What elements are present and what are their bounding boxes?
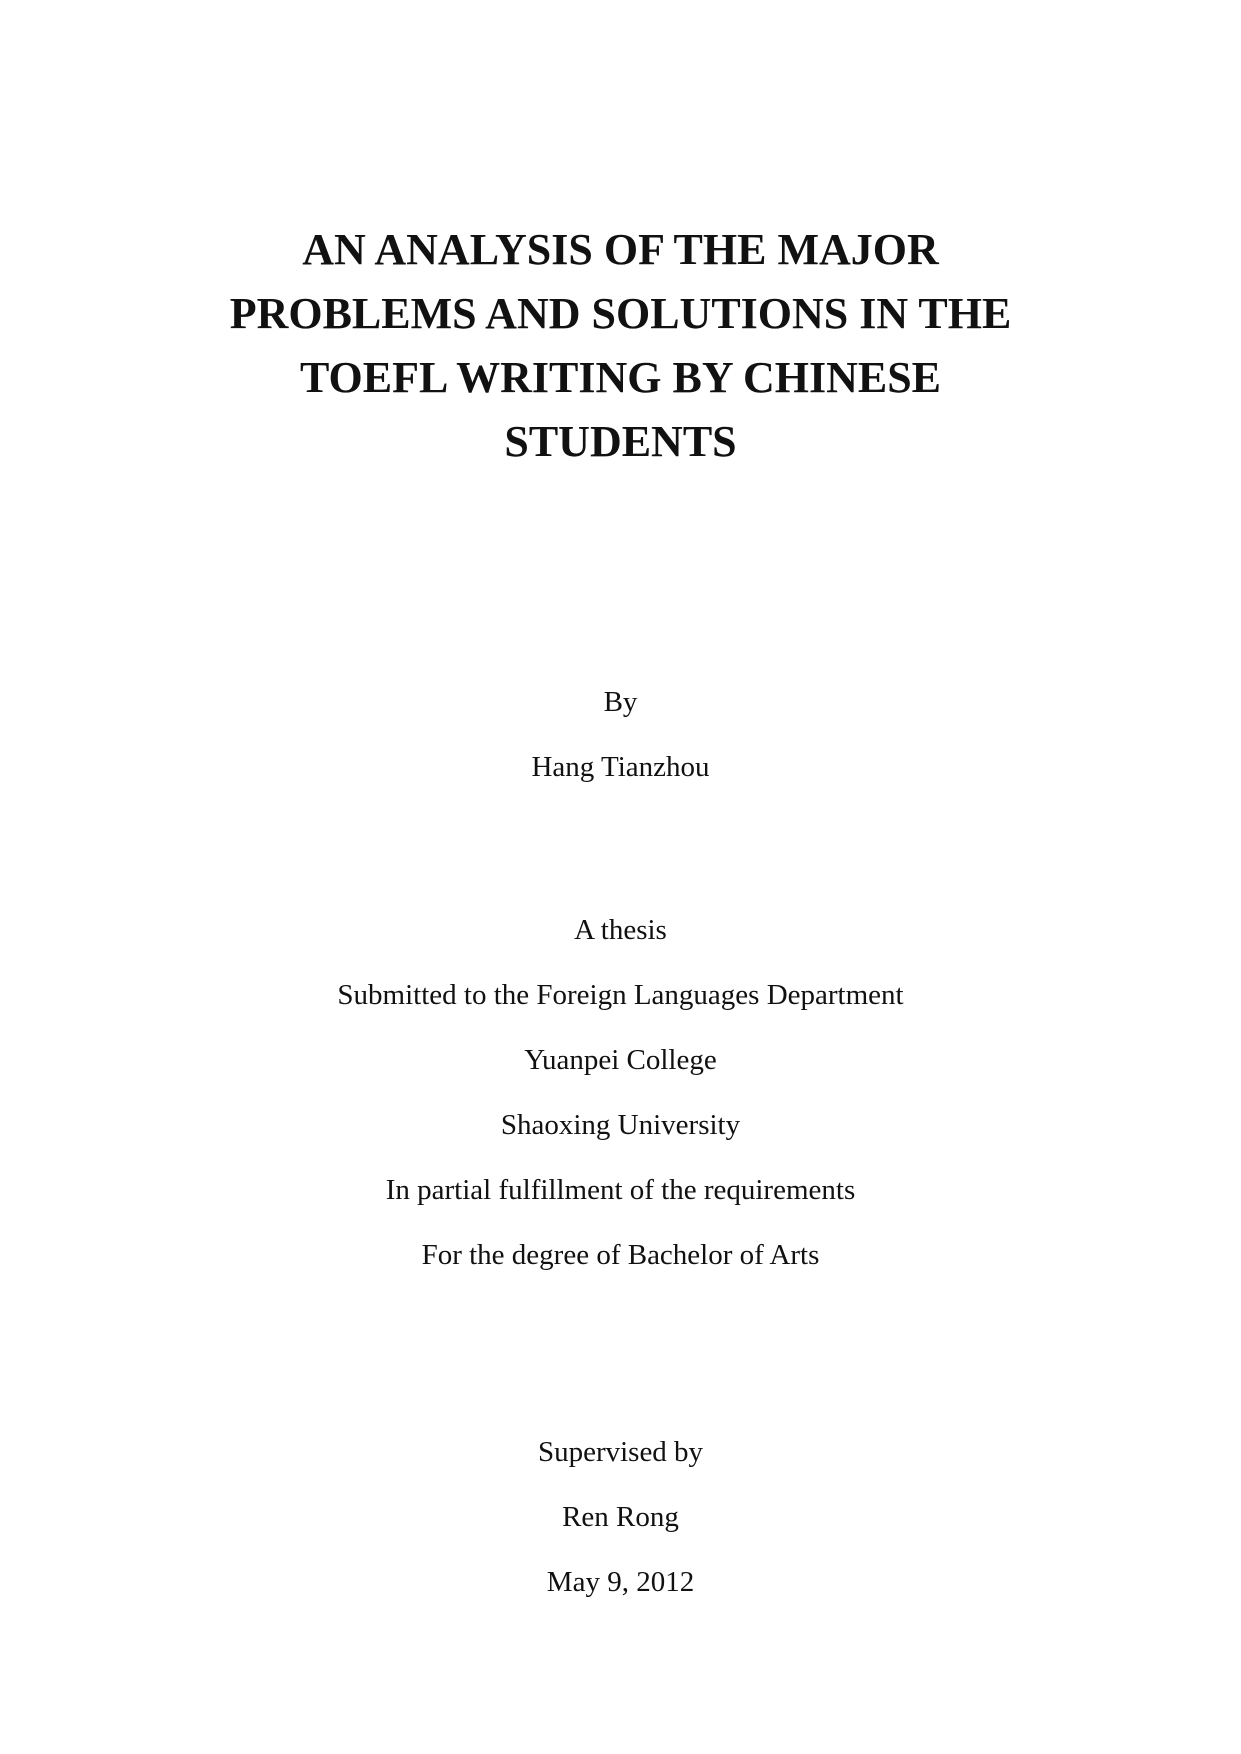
title-line-1: AN ANALYSIS OF THE MAJOR <box>302 225 939 274</box>
title-line-3: TOEFL WRITING BY CHINESE <box>299 353 942 402</box>
fulfillment-statement: In partial fulfillment of the requirements <box>385 1174 856 1206</box>
supervisor-name: Ren Rong <box>562 1501 679 1533</box>
thesis-title <box>0 218 1241 474</box>
submission-date: May 9, 2012 <box>546 1566 695 1598</box>
author-name: Hang Tianzhou <box>531 751 710 783</box>
title-line-2: PROBLEMS AND SOLUTIONS IN THE <box>229 289 1012 338</box>
supervised-by-label: Supervised by <box>537 1436 704 1468</box>
university-name: Shaoxing University <box>500 1109 741 1141</box>
thesis-type: A thesis <box>574 914 667 946</box>
title-line-4: STUDENTS <box>504 417 737 466</box>
degree-statement: For the degree of Bachelor of Arts <box>421 1239 820 1271</box>
by-label: By <box>603 686 638 718</box>
college-name: Yuanpei College <box>524 1044 717 1076</box>
submitted-to: Submitted to the Foreign Languages Department <box>337 979 904 1011</box>
